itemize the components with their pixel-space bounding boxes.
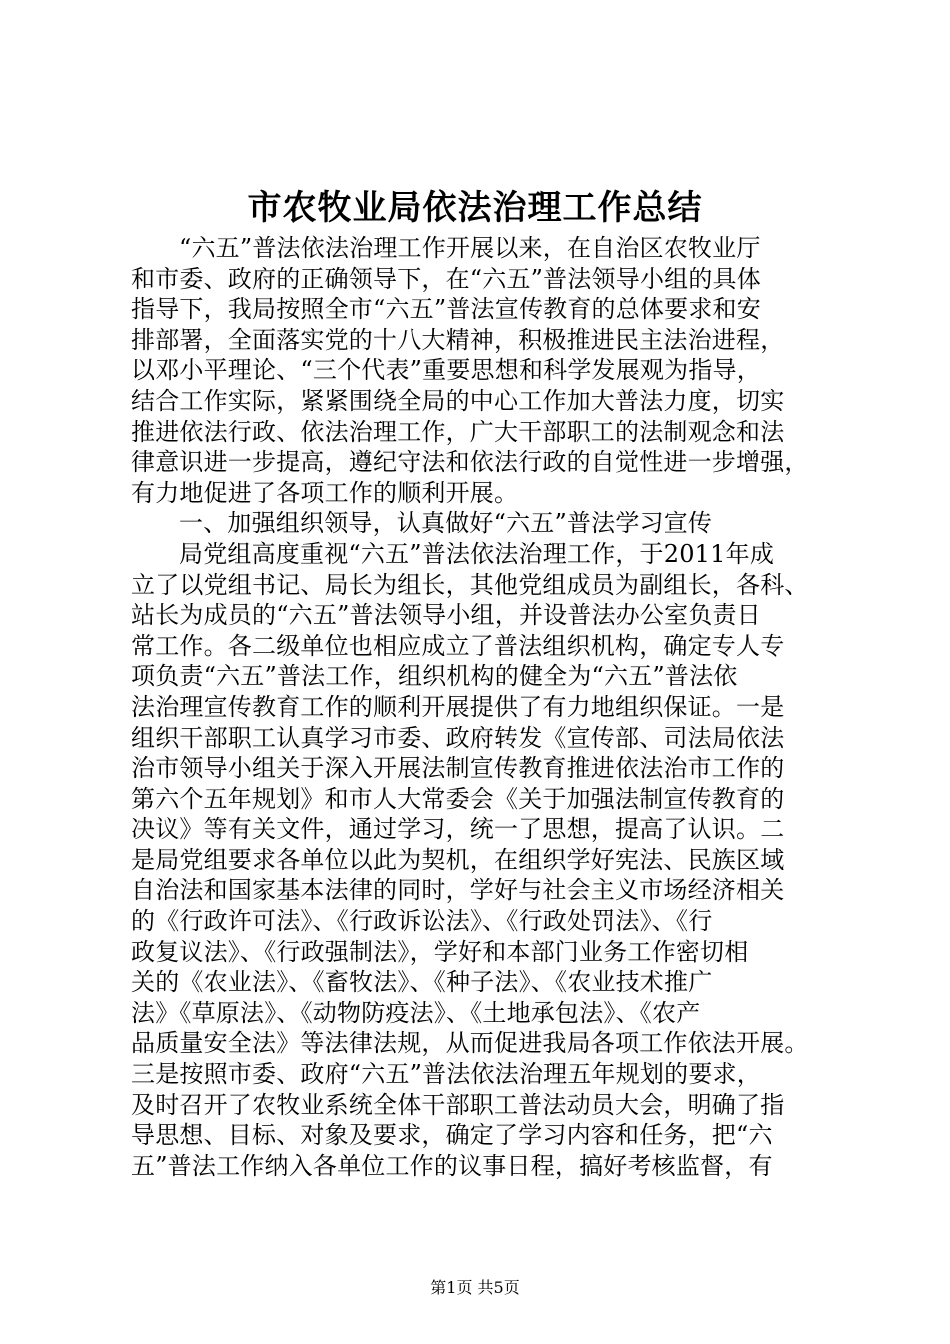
paragraph-line: 自治法和国家基本法律的同时，学好与社会主义市场经济相关 bbox=[131, 876, 785, 905]
paragraph-line: 及时召开了农牧业系统全体干部职工普法动员大会，明确了指 bbox=[131, 1090, 785, 1119]
paragraph-line: 推进依法行政、依法治理工作，广大干部职工的法制观念和法 bbox=[131, 417, 785, 446]
paragraph-line: 的《行政许可法》、《行政诉讼法》、《行政处罚法》、《行 bbox=[131, 907, 713, 936]
section-heading: 一、加强组织领导，认真做好“六五”普法学习宣传 bbox=[179, 509, 713, 538]
page-footer: 第1页 共5页 bbox=[430, 1278, 520, 1297]
paragraph-line: 决议》等有关文件，通过学习，统一了思想，提高了认识。二 bbox=[131, 815, 785, 844]
paragraph-line: 以邓小平理论、“三个代表”重要思想和科学发展观为指导， bbox=[131, 356, 761, 385]
paragraph-line: 组织干部职工认真学习市委、政府转发《宣传部、司法局依法 bbox=[131, 723, 785, 752]
paragraph-line: 立了以党组书记、局长为组长，其他党组成员为副组长，各科、 bbox=[131, 570, 809, 599]
paragraph-line: 法》《草原法》、《动物防疫法》、《土地承包法》、《农产 bbox=[131, 998, 701, 1027]
paragraph-line: 政复议法》、《行政强制法》，学好和本部门业务工作密切相 bbox=[131, 937, 749, 966]
paragraph-line: 局党组高度重视“六五”普法依法治理工作，于2011年成 bbox=[179, 539, 775, 568]
document-title: 市农牧业局依法治理工作总结 bbox=[247, 188, 703, 228]
paragraph-line: 五”普法工作纳入各单位工作的议事日程，搞好考核监督，有 bbox=[131, 1151, 773, 1180]
paragraph-line: 导思想、目标、对象及要求，确定了学习内容和任务，把“六 bbox=[131, 1121, 773, 1150]
paragraph-line: 排部署，全面落实党的十八大精神，积极推进民主法治进程， bbox=[131, 325, 785, 354]
paragraph-line: 是局党组要求各单位以此为契机，在组织学好宪法、民族区域 bbox=[131, 845, 785, 874]
document-body bbox=[131, 233, 831, 1181]
paragraph-line: 项负责“六五”普法工作，组织机构的健全为“六五”普法依 bbox=[131, 662, 738, 691]
paragraph-line: 第六个五年规划》和市人大常委会《关于加强法制宣传教育的 bbox=[131, 784, 785, 813]
paragraph-line: 站长为成员的“六五”普法领导小组，并设普法办公室负责日 bbox=[131, 601, 761, 630]
paragraph-line: 治市领导小组关于深入开展法制宣传教育推进依法治市工作的 bbox=[131, 754, 785, 783]
paragraph-line: “六五”普法依法治理工作开展以来，在自治区农牧业厅 bbox=[179, 234, 761, 262]
paragraph-line: 三是按照市委、政府“六五”普法依法治理五年规划的要求， bbox=[131, 1060, 761, 1089]
paragraph-line: 和市委、政府的正确领导下，在“六五”普法领导小组的具体 bbox=[131, 264, 761, 293]
paragraph-line: 指导下，我局按照全市“六五”普法宣传教育的总体要求和安 bbox=[131, 295, 761, 324]
paragraph-line: 品质量安全法》等法律法规，从而促进我局各项工作依法开展。 bbox=[131, 1029, 809, 1058]
paragraph-line: 关的《农业法》、《畜牧法》、《种子法》、《农业技术推广 bbox=[131, 968, 713, 997]
paragraph-line: 有力地促进了各项工作的顺利开展。 bbox=[131, 478, 519, 507]
paragraph-line: 常工作。各二级单位也相应成立了普法组织机构，确定专人专 bbox=[131, 631, 785, 660]
paragraph-line: 结合工作实际，紧紧围绕全局的中心工作加大普法力度，切实 bbox=[131, 386, 785, 415]
paragraph-line: 律意识进一步提高，遵纪守法和依法行政的自觉性进一步增强， bbox=[131, 448, 809, 477]
paragraph-line: 法治理宣传教育工作的顺利开展提供了有力地组织保证。一是 bbox=[131, 692, 785, 721]
